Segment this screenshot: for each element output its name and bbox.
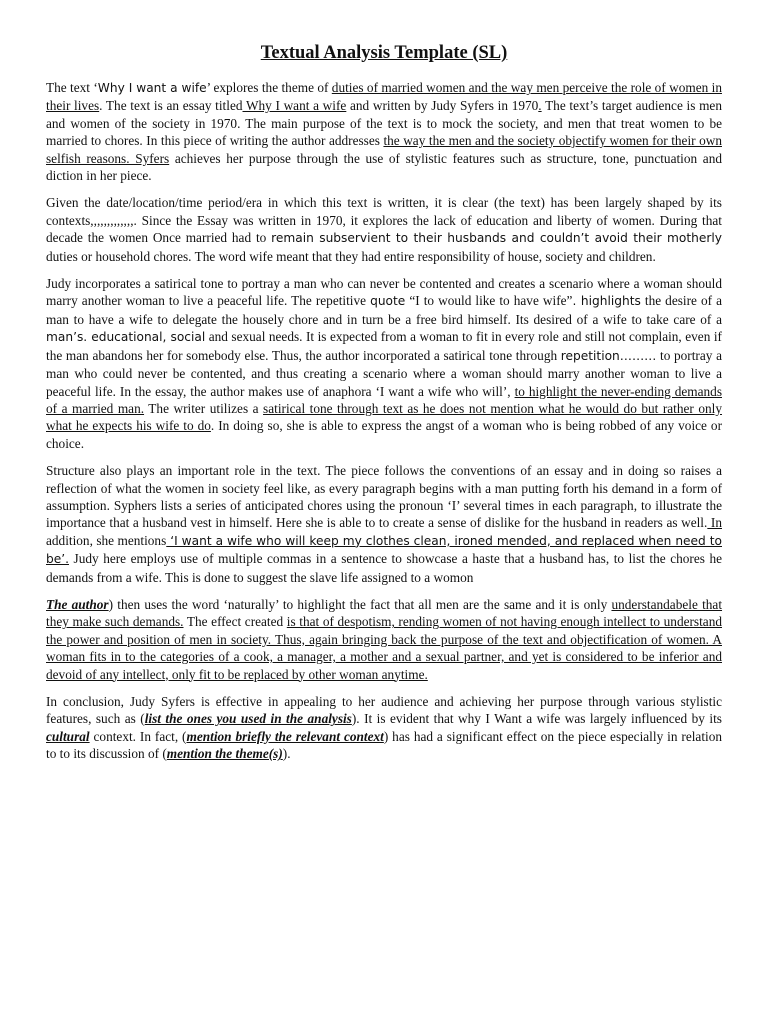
- placeholder-text: mention briefly the relevant context: [186, 728, 384, 744]
- text: . highlights: [572, 294, 641, 309]
- text: remain subservient to their husbands and couldn’t avoid their motherly: [271, 231, 722, 246]
- paragraph-structure: [46, 462, 722, 586]
- text: “I to would like to have wife”: [405, 293, 573, 309]
- paragraph-context: [46, 194, 722, 265]
- text: quote: [370, 294, 406, 309]
- paragraph-effect: [46, 596, 722, 683]
- paragraph-introduction: [46, 79, 722, 184]
- text: man’s. educational, social: [46, 330, 206, 345]
- text: The writer utilizes a: [144, 400, 264, 416]
- paragraph-conclusion: [46, 693, 722, 763]
- underlined-text: understandabele that they make such demands.: [46, 596, 723, 630]
- text: ).: [282, 746, 291, 762]
- underlined-text: satirical tone through text as he does not mention what he would do but rather only what he expects his wife to do: [46, 400, 722, 434]
- text: repetition………: [560, 348, 657, 363]
- text: the desire of a man to have a wife to delegate the housely chore and in turn be a free bird himself. Its desired of a wife to take care of a: [46, 293, 722, 327]
- text: . In doing so, she is able to express the angst of a woman who is being robbed of any voice or choice.: [46, 418, 722, 451]
- text: context. In fact, (: [89, 728, 187, 744]
- page-title: Textual Analysis Template (SL): [260, 43, 508, 63]
- text: Why I want a wife: [97, 81, 207, 95]
- text: In conclusion, Judy Syfers is effective in appealing to her audience and achieving her purpose through various stylistic features, such as (: [46, 694, 722, 727]
- text: ’ explores the theme of: [206, 80, 332, 95]
- paragraph-tone: [46, 275, 722, 452]
- text: Judy incorporates a satirical tone to portray a man who can never be contented and creates a scenario where a woman should marry another woman to live a peaceful life. The repetitive: [46, 276, 722, 309]
- underlined-text: Why I want a wife: [242, 98, 347, 114]
- text: to portray a man who could never be contented, and thus creating a scenario where a woman should marry another woman to live a peaceful life. In the essay, the author makes use of anaphora ‘I want a wife who will’,: [46, 347, 722, 399]
- placeholder-text: The author: [46, 596, 109, 612]
- text: ). It is evident that why I Want a wife was largely influenced by its: [351, 711, 722, 727]
- underlined-text: .: [538, 98, 542, 114]
- text: The text’s target audience is men and women of the society in 1970. The main purpose of the text is to mock the society, and men that treat women to be married to chores. In this piece of writing the author addresses: [46, 98, 722, 149]
- text: addition, she mentions: [46, 532, 167, 548]
- underlined-text: duties of married women and the way men perceive the role of women in their lives: [46, 80, 722, 114]
- underlined-text: is that of despotism, rending women of not having enough intellect to understand the power and position of men in society. Thus, again bringing back the purpose of the text and objectification of women. A woman fits in to the categories of a cook, a manager, a mother and a sexual partner, and yet is considered to be inferior and devoid of any intellect, only fit to be replaced by other woman anytime.: [46, 614, 723, 682]
- text: Judy here employs use of multiple commas in a sentence to showcase a haste that a husband has, to list the chores he demands from a wife. This is done to suggest the slave life assigned to a womon: [46, 551, 722, 585]
- placeholder-text: mention the theme(s): [166, 746, 283, 762]
- text: Structure also plays an important role in the text. The piece follows the conventions of an essay and in doing so raises a reflection of what the women in society feel like, as every paragraph begins with a man putting forth his demand in a form of assumption. Syphers lists a series of anticipated chores using the pronoun ‘I’ several times in each paragraph, to illustrate the importance that a husband vest in himself. Here she is able to to create a sense of dislike for the husband in readers as well.: [46, 463, 722, 531]
- text: . The text is an essay titled: [99, 98, 243, 114]
- text: The effect created: [183, 614, 287, 630]
- text: duties or household chores. The word wife meant that they had entire responsibility of house, society and children.: [46, 248, 656, 264]
- placeholder-text: list the ones you used in the analysis: [144, 711, 352, 727]
- underlined-text: to highlight the never-ending demands of a married man.: [46, 383, 722, 416]
- text: ) has had a significant effect on the piece especially in relation to to its discussion of (: [46, 728, 722, 762]
- text: achieves her purpose through the use of stylistic features such as structure, tone, punctuation and diction in her piece.: [46, 150, 723, 184]
- text: and written by Judy Syfers in 1970: [346, 98, 539, 114]
- text: Given the date/location/time period/era in which this text is written, it is clear (the text) has been largely shaped by its contexts,,,,,,,,,,,,,. Since the Essay was written in 1970, it explores the lack of education and liberty of women. During that decade the women Once married had to: [46, 195, 722, 246]
- text: and sexual needs. It is expected from a woman to fit in every role and still not complain, even if the man abandons her for somebody else. Thus, the author incorporated a satirical tone through: [46, 329, 722, 363]
- underlined-text: the way the men and the society objectify women for their own selfish reasons. Syfers: [46, 133, 722, 166]
- underlined-quote: ‘I want a wife who will keep my clothes clean, ironed mended, and replaced when need to be’.: [46, 533, 722, 567]
- text: The text ‘: [46, 80, 98, 95]
- text: ) then uses the word ‘naturally’ to highlight the fact that all men are the same and it is only: [108, 596, 612, 612]
- placeholder-text: cultural: [46, 728, 90, 744]
- underlined-text: In: [707, 515, 722, 531]
